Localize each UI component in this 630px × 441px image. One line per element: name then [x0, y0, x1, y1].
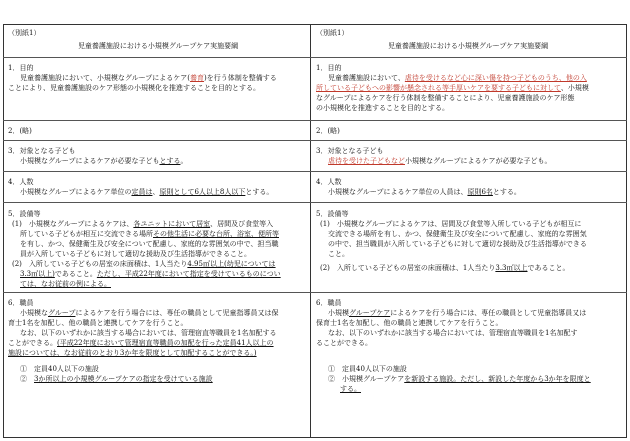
purpose-line: なグループによるケアを行う体制を整備することにより、児童養護施設のケア形態 [316, 94, 575, 102]
left-column [8, 0, 308, 441]
capacity-line: 小規模なグループによるケア単位の定員は、原則として6人以上8人以下とする。 [20, 188, 274, 196]
section-heading: 5．設備等 [8, 210, 41, 218]
purpose-line: ことにより、児童養護施設のケア形態の小規模化を推進することを目的とする。 [8, 84, 260, 92]
facility-line: (1) 小規模なグループによるケアは、各ユニットにおいて居室、居間及び食堂等入 [12, 220, 274, 228]
target-line: 小規模なグループによるケアが必要な子どもとする。 [20, 157, 188, 165]
annex-label: （別紙1） [8, 29, 41, 37]
right-column [316, 0, 620, 441]
capacity-line: 小規模なグループによるケア単位の人員は、原則6名とする。 [328, 188, 521, 196]
staff-line: 施設については、なお従前のとおり3か年を限度として加配することができる。) [8, 349, 257, 357]
section-heading: 5．設備等 [316, 210, 349, 218]
staff-line: ことができる。(平成22年度において管理宿直等職員の加配を行った定員41人以上の [8, 339, 274, 347]
section-heading: 6．職員 [316, 299, 342, 307]
section-heading: 2．(略) [316, 127, 340, 135]
section-heading: 6．職員 [8, 299, 34, 307]
section-heading: 1．目的 [8, 64, 34, 72]
column-divider [310, 24, 311, 438]
staff-list-item: ① 定員40人以下の施設 [328, 365, 407, 373]
facility-line: (2) 入所している子どもの居室の床面積は、1人当たり3.3㎡以上であること。 [320, 264, 570, 272]
staff-line: なお、以下のいずれかに該当する場合においては、管理宿直等職員を1名加配する [20, 329, 277, 337]
purpose-line: 児童養護施設において、虐待を受けるなど心に深い傷を持つ子どものうち、他の入 [328, 74, 587, 82]
document-title: 児童養護施設における小規模グループケア実施要綱 [77, 42, 239, 50]
purpose-line: 児童養護施設において、小規模なグループによるケア(養育)を行う体制を整備する [20, 74, 277, 82]
facility-line: 員が入所している子どもに対して適切な援助及び生活指導ができること。 [20, 250, 251, 258]
facility-line: こと。 [328, 250, 349, 258]
staff-line: ることができる。 [316, 339, 372, 347]
facility-line: ては、なお従前の例による。 [20, 280, 111, 288]
section-heading: 3．対象となる子ども [8, 147, 76, 155]
staff-list-item: する。 [340, 385, 361, 393]
target-line: 虐待を受けた子どもなど小規模なグループによるケアが必要な子ども。 [328, 157, 552, 165]
section-heading: 2．(略) [8, 127, 32, 135]
section-heading: 3．対象となる子ども [316, 147, 384, 155]
section-heading: 4．人数 [316, 178, 342, 186]
purpose-line: 所している子どもへの影響が懸念される等手厚いケアを要する子どもに対して、小規模 [316, 84, 589, 92]
staff-line: 小規模なグループによるケアを行う場合には、専任の職員として児童指導員又は保 [20, 309, 279, 317]
purpose-line: の小規模化を推進することを目的とする。 [316, 104, 449, 112]
staff-line: 保育士1名を加配し、他の職員と連携してケアを行うこと。 [316, 319, 503, 327]
facility-line: (1) 小規模なグループによるケアは、居間及び食堂等入所している子どもが相互に [320, 220, 582, 228]
document-title: 児童養護施設における小規模グループケア実施要綱 [387, 42, 549, 50]
staff-list-item: ① 定員40人以下の施設 [20, 365, 99, 373]
section-heading: 1．目的 [316, 64, 342, 72]
facility-line: (2) 入所している子どもの居室の床面積は、1人当たり4.95㎡以上(幼児については [12, 260, 276, 268]
staff-line: なお、以下のいずれかに該当する場合においては、管理宿直等職員を1名加配す [328, 329, 578, 337]
staff-line: 小規模グループケアによるケアを行う場合には、専任の職員として児童指導員又は [328, 309, 587, 317]
staff-line: 育士1名を加配し、他の職員と連携してケアを行うこと。 [8, 319, 188, 327]
facility-line: 所している子どもが相互に交流できる場所その他生活に必要な台所、浴室、便所等 [20, 230, 279, 238]
facility-line: 3.3㎡以上)であること。ただし、平成22年度において指定を受けているものについ [20, 270, 281, 278]
annex-label: （別紙1） [316, 29, 349, 37]
staff-list-item: ② 小規模グループケアを新設する施設。ただし、新設した年度から3か年を限度と [328, 375, 591, 383]
facility-line: を有し、かつ、保健衛生及び安全について配慮し、家庭的な雰囲気の中で、担当職 [20, 240, 279, 248]
facility-line: の中で、担当職員が入所している子どもに対して適切な援助及び生活指導ができる [328, 240, 587, 248]
section-heading: 4．人数 [8, 178, 34, 186]
staff-list-item: ② 3か所以上の小規模グループケアの指定を受けている施設 [20, 375, 213, 383]
facility-line: 交流できる場所を有し、かつ、保健衛生及び安全について配慮し、家庭的な雰囲気 [328, 230, 587, 238]
